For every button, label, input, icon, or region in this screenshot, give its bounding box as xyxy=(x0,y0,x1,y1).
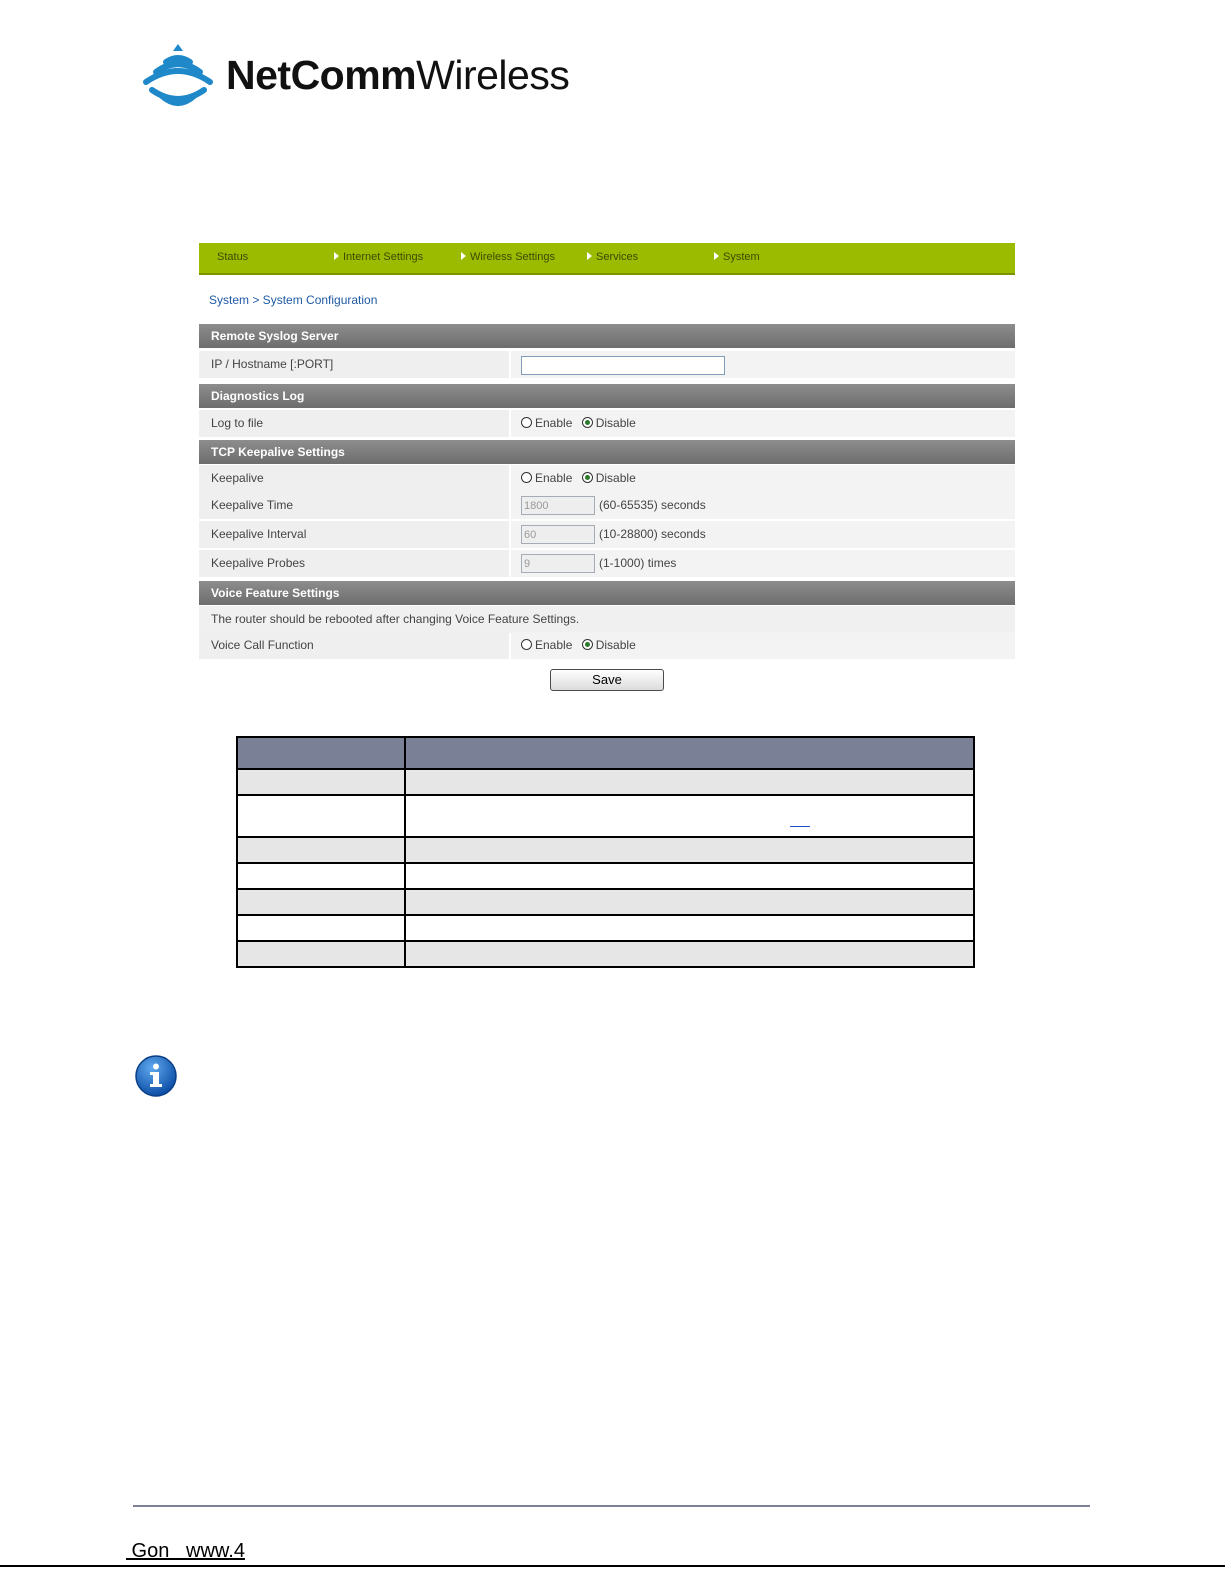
log-to-file-enable-radio[interactable]: Enable xyxy=(521,416,572,430)
keepalive-enable-radio[interactable]: Enable xyxy=(521,471,572,485)
row-log-to-file xyxy=(199,410,1015,437)
radio-icon xyxy=(521,639,532,650)
voice-call-disable-radio[interactable]: Disable xyxy=(582,638,636,652)
voice-reboot-note: The router should be rebooted after changing Voice Feature Settings. xyxy=(211,612,580,626)
section-header-tcp-keepalive: TCP Keepalive Settings xyxy=(199,440,1015,464)
top-nav-bar xyxy=(199,243,1015,275)
router-config-panel xyxy=(199,243,1015,687)
info-icon xyxy=(134,1054,178,1102)
row-keepalive-interval xyxy=(199,521,1015,548)
log-to-file-radio-group xyxy=(521,410,642,437)
row-keepalive xyxy=(199,465,1015,492)
section-header-diagnostics-log: Diagnostics Log xyxy=(199,384,1015,408)
nav-item-internet-settings[interactable]: Internet Settings xyxy=(334,251,423,263)
log-to-file-disable-radio[interactable]: Disable xyxy=(582,416,636,430)
nav-item-services[interactable]: Services xyxy=(587,251,638,263)
nav-item-wireless-settings[interactable]: Wireless Settings xyxy=(461,251,555,263)
footer-text: Gon www.4 xyxy=(126,1540,245,1562)
keepalive-interval-unit: (10-28800) seconds xyxy=(599,527,706,541)
radio-icon xyxy=(521,472,532,483)
keepalive-time-unit: (60-65535) seconds xyxy=(599,498,706,512)
voice-call-enable-radio[interactable]: Enable xyxy=(521,638,572,652)
nav-item-status[interactable]: Status xyxy=(217,251,249,263)
settings-description-table xyxy=(236,736,975,968)
keepalive-time-input[interactable] xyxy=(521,496,595,515)
wifi-signal-icon xyxy=(142,42,214,108)
log-to-file-label: Log to file xyxy=(211,416,264,430)
radio-selected-icon xyxy=(582,472,593,483)
keepalive-probes-input[interactable] xyxy=(521,554,595,573)
logo-wordmark: NetCommWireless xyxy=(226,51,570,98)
keepalive-probes-label: Keepalive Probes xyxy=(211,556,306,570)
save-button[interactable]: Save xyxy=(550,669,664,691)
table-row xyxy=(237,915,974,941)
footer-bottom-rule xyxy=(0,1565,1225,1567)
voice-call-function-label: Voice Call Function xyxy=(211,638,314,652)
keepalive-label: Keepalive xyxy=(211,471,264,485)
ip-hostname-label: IP / Hostname [:PORT] xyxy=(211,357,334,371)
table-header-row xyxy=(237,737,974,769)
voice-call-radio-group xyxy=(521,632,642,659)
radio-icon xyxy=(521,417,532,428)
keepalive-interval-input[interactable] xyxy=(521,525,595,544)
keepalive-radio-group xyxy=(521,465,642,492)
row-keepalive-time xyxy=(199,492,1015,519)
table-row xyxy=(237,889,974,915)
keepalive-time-label: Keepalive Time xyxy=(211,498,294,512)
netcomm-logo xyxy=(142,42,569,108)
table-row xyxy=(237,941,974,967)
footer-divider xyxy=(133,1505,1090,1507)
row-keepalive-probes xyxy=(199,550,1015,577)
table-link[interactable] xyxy=(790,826,810,827)
keepalive-disable-radio[interactable]: Disable xyxy=(582,471,636,485)
radio-selected-icon xyxy=(582,639,593,650)
nav-arrow-icon xyxy=(714,252,719,260)
ip-hostname-input[interactable] xyxy=(521,356,725,375)
section-header-remote-syslog: Remote Syslog Server xyxy=(199,324,1015,348)
keepalive-interval-label: Keepalive Interval xyxy=(211,527,307,541)
table-row xyxy=(237,769,974,795)
row-voice-call-function xyxy=(199,632,1015,659)
nav-arrow-icon xyxy=(334,252,339,260)
table-row xyxy=(237,863,974,889)
keepalive-probes-unit: (1-1000) times xyxy=(599,556,677,570)
radio-selected-icon xyxy=(582,417,593,428)
nav-arrow-icon xyxy=(587,252,592,260)
row-ip-hostname xyxy=(199,351,1015,378)
table-row xyxy=(237,837,974,863)
table-row xyxy=(237,795,974,837)
nav-item-system[interactable]: System xyxy=(714,251,760,263)
nav-arrow-icon xyxy=(461,252,466,260)
breadcrumb[interactable]: System > System Configuration xyxy=(209,293,378,307)
section-header-voice-feature: Voice Feature Settings xyxy=(199,581,1015,605)
row-voice-note xyxy=(199,606,1015,633)
